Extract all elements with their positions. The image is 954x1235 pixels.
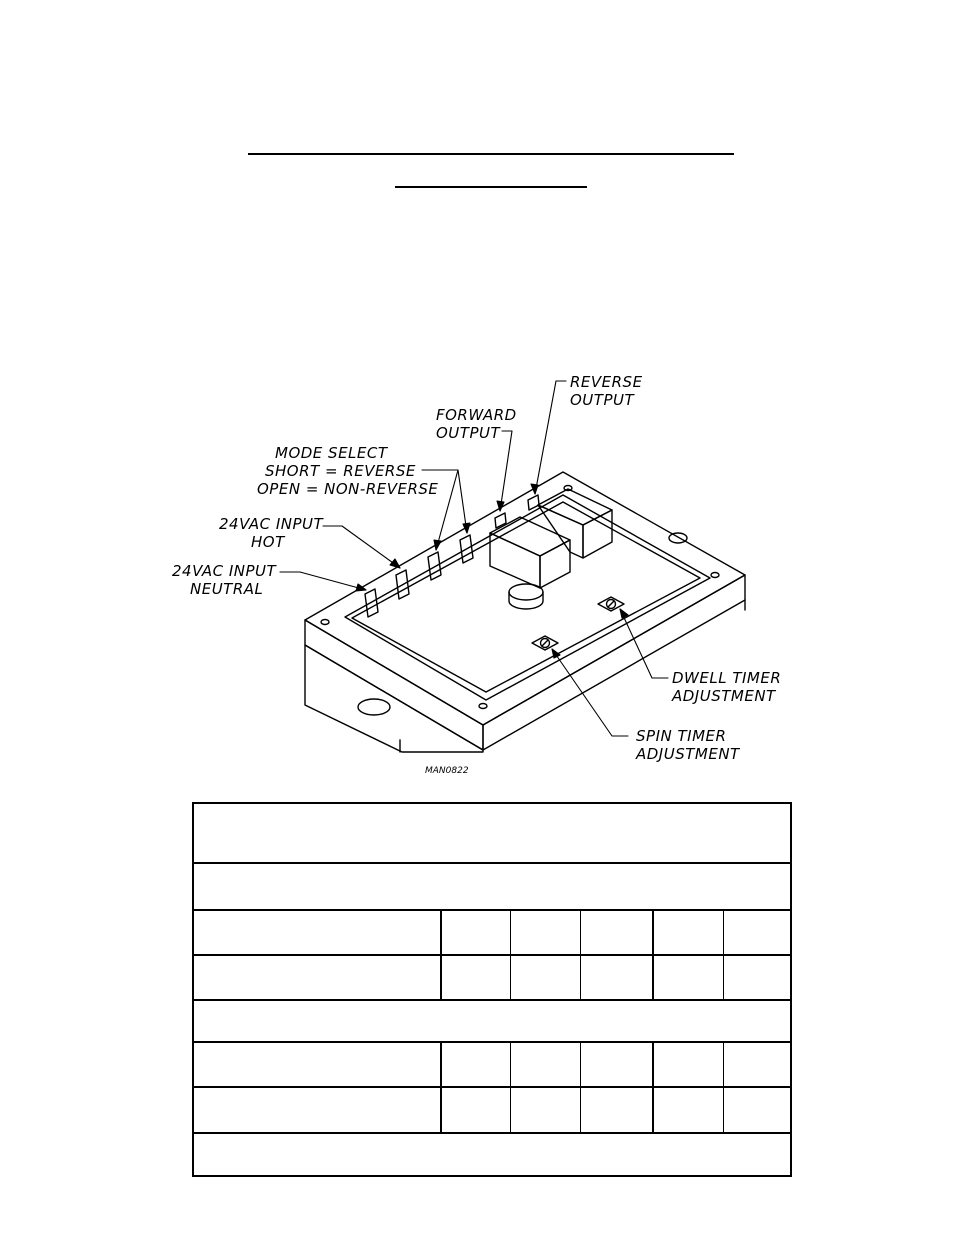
table-row-divider	[194, 1132, 790, 1134]
table-col-divider	[723, 909, 724, 1001]
spin-timer-pot	[532, 636, 558, 650]
reverse-output-label: REVERSE	[570, 373, 643, 391]
mode-select-label: MODE SELECT	[275, 444, 388, 462]
table-row-divider	[194, 999, 790, 1001]
table-row-divider	[194, 1041, 790, 1043]
relay-forward	[490, 517, 570, 588]
table-col-divider	[723, 1041, 724, 1134]
spin-timer-label-2: ADJUSTMENT	[636, 745, 740, 763]
timer-spec-table	[192, 802, 792, 1177]
table-row-divider	[194, 909, 790, 911]
board-housing	[305, 472, 745, 752]
reverse-output-label-2: OUTPUT	[570, 391, 635, 409]
mode-select-short-label: SHORT = REVERSE	[265, 462, 416, 480]
table-col-divider	[510, 909, 511, 1001]
table-col-divider	[440, 909, 442, 1001]
table-col-divider	[580, 909, 581, 1001]
input-hot-label-2: HOT	[251, 533, 285, 551]
dwell-timer-label: DWELL TIMER	[672, 669, 782, 687]
table-row-divider	[194, 1086, 790, 1088]
table-col-divider	[652, 1041, 654, 1134]
input-hot-label: 24VAC INPUT	[219, 515, 324, 533]
table-col-divider	[580, 1041, 581, 1134]
forward-output-label: FORWARD	[436, 406, 517, 424]
table-row-divider	[194, 862, 790, 864]
table-col-divider	[440, 1041, 442, 1134]
table-col-divider	[652, 909, 654, 1001]
input-neutral-label-2: NEUTRAL	[190, 580, 264, 598]
dwell-timer-label-2: ADJUSTMENT	[672, 687, 776, 705]
drawing-code: MAN0822	[425, 766, 469, 776]
spade-terminals	[365, 495, 539, 617]
table-row-divider	[194, 954, 790, 956]
spin-timer-label: SPIN TIMER	[636, 727, 727, 745]
mode-select-open-label: OPEN = NON-REVERSE	[257, 480, 439, 498]
table-col-divider	[510, 1041, 511, 1134]
input-neutral-label: 24VAC INPUT	[172, 562, 277, 580]
forward-output-label-2: OUTPUT	[436, 424, 501, 442]
